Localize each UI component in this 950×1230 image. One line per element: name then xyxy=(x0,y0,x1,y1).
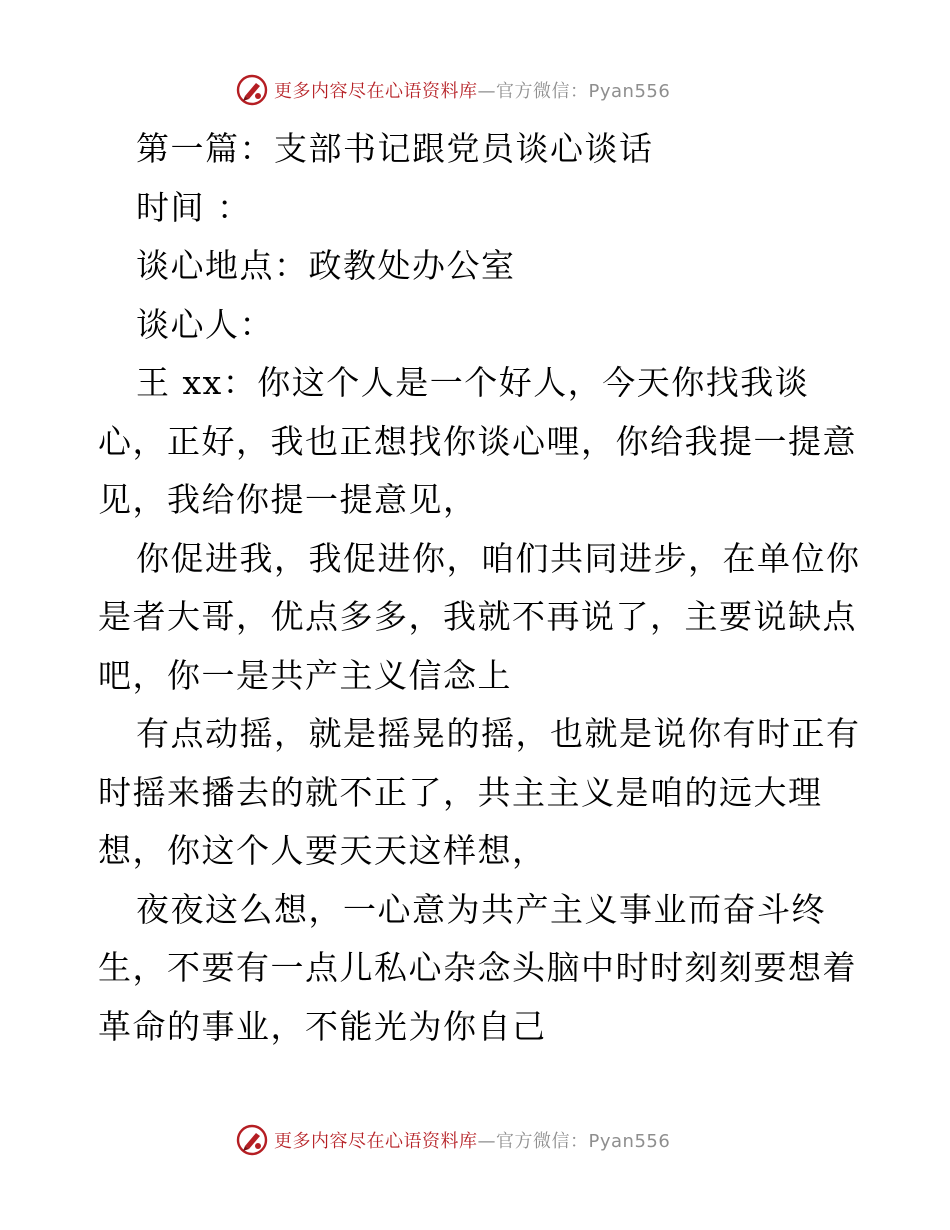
logo-icon xyxy=(236,1124,268,1156)
watermark-wechat: —官方微信：Pyan556 xyxy=(477,1131,671,1152)
text-line: 夜夜这么想，一心意为共产主义事业而奋斗终 xyxy=(136,889,826,929)
footer-watermark xyxy=(236,1122,670,1158)
text-line: 你促进我，我促进你，咱们共同进步，在单位你 xyxy=(136,538,861,578)
text-line: 见，我给你提一提意见， xyxy=(98,480,478,519)
text-line: 革命的事业，不能光为你自己 xyxy=(98,1006,547,1046)
text-line: 心，正好，我也正想找你谈心哩，你给我提一提意 xyxy=(98,421,857,461)
meta-participants: 谈心人： xyxy=(136,304,274,344)
document-body xyxy=(98,120,861,1056)
watermark-brand: 更多内容尽在心语资料库 xyxy=(274,1131,478,1152)
document-title: 第一篇：支部书记跟党员谈心谈话 xyxy=(136,129,654,168)
watermark-brand: 更多内容尽在心语资料库 xyxy=(274,81,478,102)
text-line: 生，不要有一点儿私心杂念头脑中时时刻刻要想着 xyxy=(98,948,857,987)
text-line: 是者大哥，优点多多，我就不再说了，主要说缺点 xyxy=(98,597,857,636)
text-line: 吧，你一是共产主义信念上 xyxy=(98,655,512,695)
header-watermark xyxy=(236,72,670,108)
text-line: 想，你这个人要天天这样想， xyxy=(98,831,547,870)
text-line: 时摇来播去的就不正了，共主主义是咱的远大理 xyxy=(98,772,823,812)
watermark-wechat: —官方微信：Pyan556 xyxy=(477,81,671,102)
meta-location: 谈心地点：政教处办公室 xyxy=(136,246,516,285)
text-line: 王 xx：你这个人是一个好人，今天你找我谈 xyxy=(136,363,810,402)
text-line: 有点动摇，就是摇晃的摇，也就是说你有时正有 xyxy=(136,714,861,753)
logo-icon xyxy=(236,74,268,106)
meta-time: 时间 ： xyxy=(136,187,252,227)
